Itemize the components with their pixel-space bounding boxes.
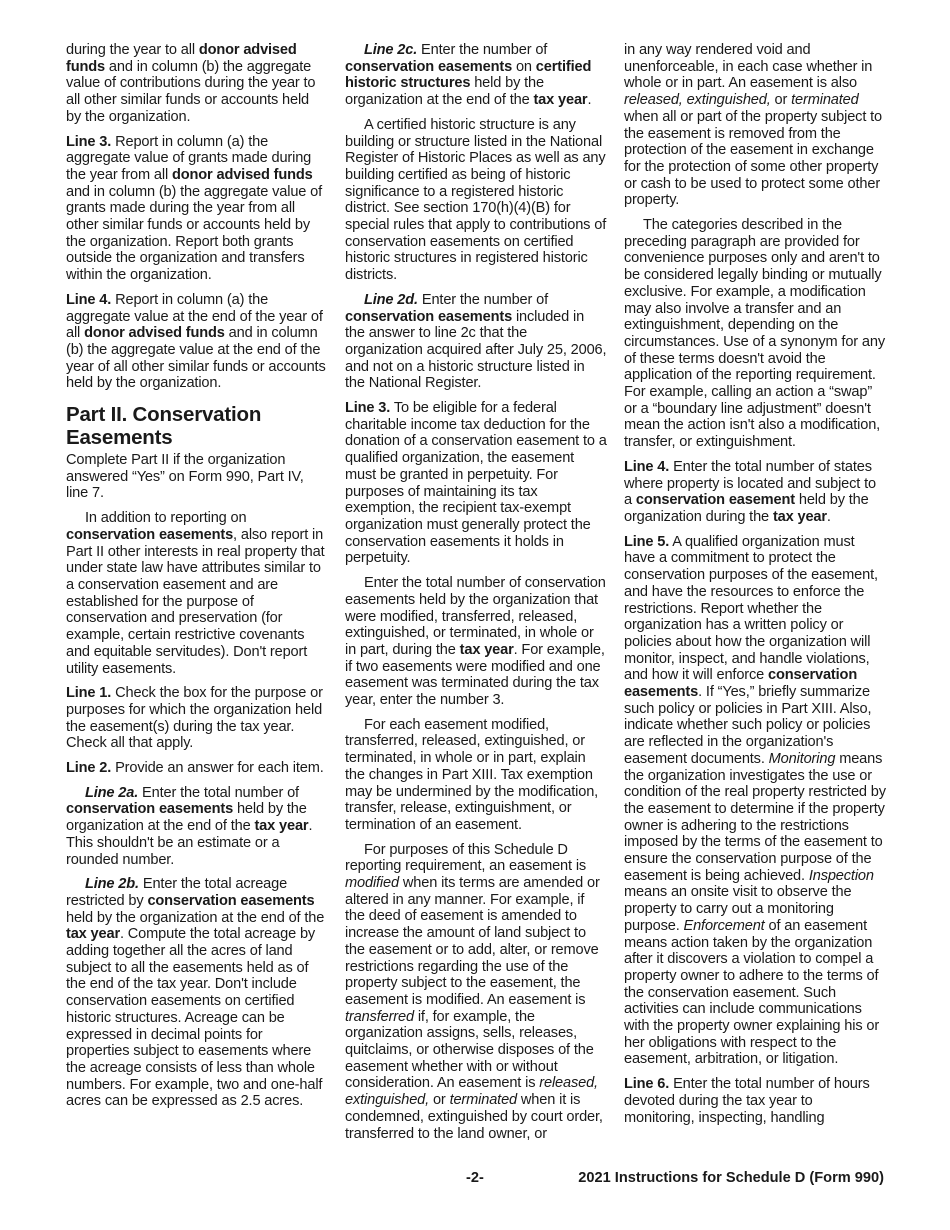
text-run: tax year: [772, 508, 827, 525]
text-run: modified: [345, 875, 399, 892]
text-run: conservation easements: [624, 667, 858, 701]
text-run: Line 2d.: [364, 291, 418, 308]
text-run: Check the box for the purpose or purposes for which the organization held the easement(s) during the tax year. Check all that apply.: [66, 685, 323, 752]
paragraph: [345, 292, 607, 392]
text-run: Line 2b.: [85, 876, 139, 893]
paragraph: [66, 42, 328, 126]
text-run: Line 4.: [66, 291, 112, 308]
paragraph: [624, 534, 886, 1069]
text-run: or: [429, 1092, 450, 1109]
column-1: [66, 42, 328, 1118]
text-run: Provide an answer for each item.: [111, 760, 324, 777]
text-run: Report in column (a) the aggregate value at the end of the year of all: [66, 291, 323, 342]
text-run: , also report in Part II other interests in real property that under state law have attributes similar to a conservation easement and are established for the purpose of conservation and preservation (for example, certain restrictive covenants and equitable servitudes). Don't report utility easements.: [66, 526, 325, 677]
paragraph: [66, 510, 328, 677]
column-3: [624, 42, 886, 1134]
paragraph: [66, 685, 328, 752]
text-run: . For example, if two easements were modified and one easement was terminated during the tax year, enter the number 3.: [345, 641, 605, 709]
text-run: conservation easement: [635, 492, 795, 509]
text-run: when its terms are amended or altered in any manner. For example, if the deed of easement is amended to increase the amount of land subject to the easement or to add, alter, or remove restrictions regarding the use of the property subject to the easement, the easement is modified. An easement is: [345, 875, 600, 1008]
text-run: Report in column (a) the aggregate value of grants made during the year from all: [66, 133, 312, 183]
text-run: or: [770, 92, 792, 109]
paragraph: [66, 452, 328, 502]
text-run: released, extinguished,: [345, 1075, 598, 1109]
text-run: Line 1.: [66, 685, 112, 702]
text-run: tax year: [66, 926, 120, 943]
paragraph: [345, 42, 607, 109]
text-run: included in the answer to line 2c that the organization acquired after July 25, 2006, and not on a historic structure listed in the National Register.: [345, 308, 607, 392]
paragraph: [624, 459, 886, 526]
text-run: Line 3.: [66, 133, 112, 150]
paragraph: [624, 42, 886, 209]
text-run: held by the organization at the end of the: [66, 801, 307, 835]
paragraph: [66, 785, 328, 869]
text-run: Monitoring: [768, 750, 836, 767]
text-run: Enter the total number of states where property is located and subject to a: [624, 458, 876, 509]
text-run: conservation easements: [66, 526, 234, 543]
text-run: held by the organization during the: [624, 492, 869, 525]
text-run: certified historic structures: [345, 58, 592, 92]
paragraph: [66, 292, 328, 392]
text-run: A qualified organization must have a commitment to protect the conservation purposes of the easement, and have the resources to enforce the restrictions. Report whether the organization has a written policy or policies about how the organization will monitor, inspect, and handle violations, and how it will enforce: [624, 533, 878, 684]
text-run: .: [826, 508, 831, 525]
text-run: Line 2a.: [85, 784, 139, 801]
text-run: Part II. Conservation Easements: [66, 403, 262, 449]
text-run: Enter the total number of hours devoted during the tax year to monitoring, inspecting, handling: [624, 1076, 870, 1126]
text-run: Enter the total number of: [138, 784, 299, 801]
paragraph: [66, 876, 328, 1110]
text-run: of an easement means action taken by the organization after it discovers a violation to compel a property owner to adhere to the terms of the conservation easement. Such activities can include communications with the property owner explaining his or her obligations with respect to the easement, arbitration, or litigation.: [624, 917, 880, 1068]
paragraph: [66, 760, 328, 777]
text-run: Inspection: [808, 867, 874, 884]
text-run: conservation easements: [147, 892, 315, 909]
text-run: Line 2.: [66, 760, 112, 777]
text-run: Line 6.: [624, 1076, 670, 1093]
text-run: and in column (b) the aggregate value at the end of the year of all other similar funds or accounts held by the organization.: [66, 325, 326, 392]
text-run: conservation easements: [66, 801, 234, 818]
text-run: . If “Yes,” briefly summarize such policy or policies in Part XIII. Also, indicate whether such policy or policies are reflected in the organization's easement documents.: [624, 684, 872, 767]
text-run: means an onsite visit to observe the property to carry out a monitoring purpose.: [624, 884, 852, 934]
text-run: Enter the total acreage restricted by: [66, 876, 288, 909]
text-run: Enter the number of: [417, 42, 548, 58]
text-run: Enter the number of: [417, 291, 548, 308]
text-run: on: [512, 58, 536, 75]
text-run: released, extinguished,: [624, 92, 771, 109]
text-run: means the organization investigates the use or condition of the real property restricted by the easement to determine if the property owner is adhering to the restrictions imposed by the terms of the easement to ensure the conservation purpose of the easement is being achieved.: [624, 750, 886, 884]
paragraph: [624, 1076, 886, 1126]
text-run: For purposes of this Schedule D reporting requirement, an easement is: [345, 841, 587, 875]
text-run: In addition to reporting on: [85, 510, 247, 527]
text-run: held by the organization at the end of the: [66, 909, 325, 926]
text-run: conservation easements: [345, 308, 513, 325]
column-2: [345, 42, 607, 1150]
text-run: Line 5.: [624, 533, 670, 550]
paragraph: [66, 134, 328, 284]
paragraph: [345, 117, 607, 284]
text-run: transferred: [345, 1008, 414, 1025]
text-run: and in column (b) the aggregate value of contributions during the year to all other similar funds or accounts held by the organization.: [66, 58, 316, 125]
text-run: To be eligible for a federal charitable income tax deduction for the donation of a conservation easement to a qualified organization, the easement must be granted in perpetuity. For purposes of maintaining its tax exemption, the recipient tax-exempt organization must generally protect the conservation easements it holds in perpetuity.: [345, 400, 607, 567]
text-run: Complete Part II if the organization answered “Yes” on Form 990, Part IV, line 7.: [66, 452, 304, 502]
text-run: tax year: [533, 92, 588, 109]
text-run: donor advised funds: [171, 166, 313, 183]
footer-title: 2021 Instructions for Schedule D (Form 990): [578, 1170, 884, 1186]
paragraph: [345, 717, 607, 834]
text-run: conservation easements: [345, 58, 513, 75]
text-run: tax year: [459, 641, 514, 658]
text-run: tax year: [254, 818, 309, 835]
text-run: A certified historic structure is any building or structure listed in the National Register of Historic Places as well as any building certified as being of historic significance to a registered historic district. See section 170(h)(4)(B) for special rules that apply to contributions of conservation easements on certified historic structures in registered historic districts.: [345, 116, 607, 284]
text-run: when all or part of the property subject to the easement is removed from the protection of the easement in exchange for the protection of some other property or cash to be used to protect some other property.: [624, 108, 883, 209]
text-run: Line 2c.: [364, 42, 418, 58]
text-run: terminated: [449, 1092, 518, 1109]
text-run: when it is condemned, extinguished by court order, transferred to the land owner, or: [345, 1092, 603, 1142]
section-heading: [66, 404, 328, 449]
paragraph: [345, 575, 607, 709]
text-run: during the year to all: [66, 42, 199, 58]
text-run: The categories described in the preceding paragraph are provided for convenience purposes only and aren't to be considered legally binding or mutually exclusive. For example, a modification may also involve a transfer and an extinguishment, depending on the circumstances. Use of a synonym for any of these terms doesn't avoid the application of the reporting requirement. For example, calling an action a “swap” or a “boundary line adjustment” doesn't mean the action isn't also a modification, transfer, or extinguishment.: [624, 217, 885, 451]
text-run: donor advised funds: [66, 42, 297, 75]
text-run: Line 3.: [345, 400, 391, 417]
text-run: terminated: [791, 92, 859, 109]
text-run: . This shouldn't be an estimate or a rounded number.: [66, 818, 313, 868]
page-number: -2-: [466, 1170, 484, 1186]
text-run: donor advised funds: [84, 325, 225, 342]
paragraph: [624, 217, 886, 451]
text-run: Enter the total number of conservation easements held by the organization that were modified, transferred, released, extinguished, or terminated, in whole or in part, during the: [345, 575, 606, 658]
paragraph: [345, 842, 607, 1143]
text-run: and in column (b) the aggregate value of grants made during the year from all other similar funds or accounts held by the organization. Report both grants outside the organization and transfers within the organization.: [66, 183, 323, 284]
text-run: . Compute the total acreage by adding together all the acres of land subject to all the easements held as of the end of the tax year. Don't include conservation easements on certified historic structures. Acreage can be expressed in decimal points for properties subject to easements where the acreage consists of less than whole numbers. For example, two and one-half acres can be expressed as 2.5 acres.: [66, 926, 323, 1110]
text-run: Line 4.: [624, 458, 670, 475]
text-run: in any way rendered void and unenforceable, in each case whether in whole or in part. An easement is also: [624, 42, 873, 92]
text-run: Enforcement: [683, 917, 765, 934]
paragraph: [345, 400, 607, 567]
text-run: held by the organization at the end of the: [345, 75, 544, 109]
text-run: .: [587, 92, 592, 109]
text-run: For each easement modified, transferred, released, extinguished, or terminated, in whole or in part, explain the changes in Part XIII. Tax exemption may be undermined by the modification, transfer, release, extinguishment, or termination of an easement.: [345, 716, 599, 833]
text-run: if, for example, the organization assigns, sells, releases, quitclaims, or otherwise disposes of the easement whether with or without consideration. An easement is: [345, 1008, 594, 1092]
